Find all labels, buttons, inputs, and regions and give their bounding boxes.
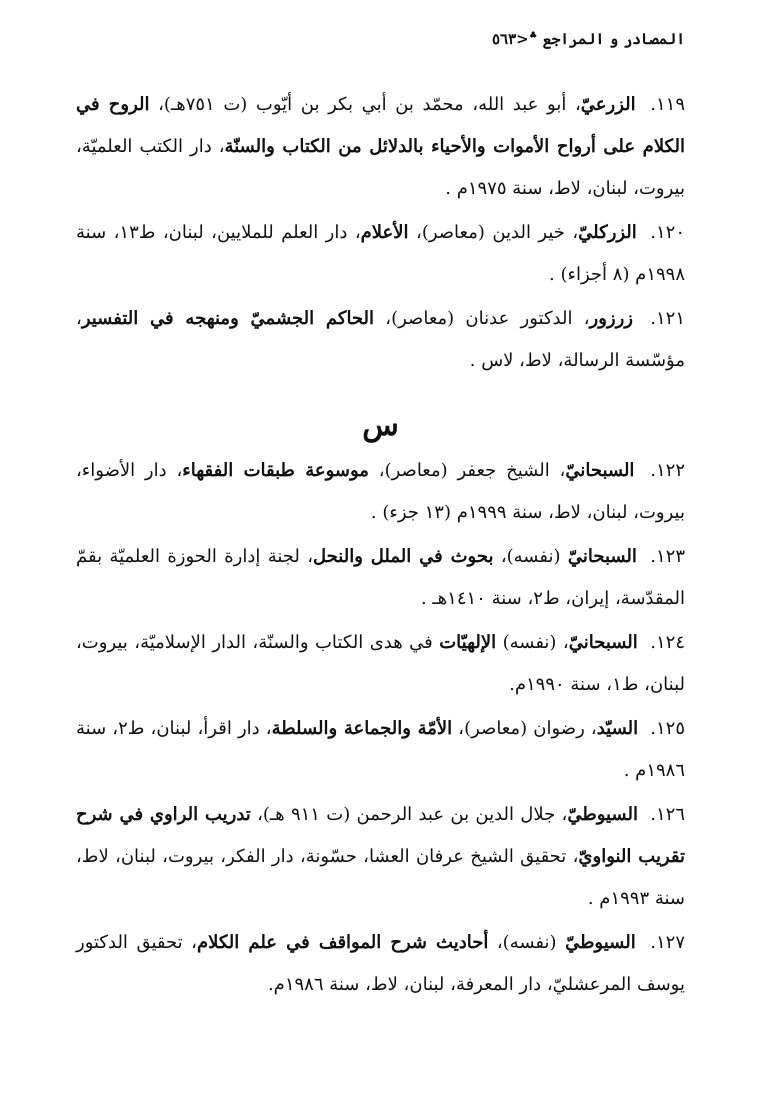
entry-publication: ، تحقيق الدكتور يوسف المرعشليّ، دار المعرفة، لبنان، لاط، سنة ١٩٨٦م. <box>76 932 685 995</box>
bibliography-entry-125 <box>76 708 685 792</box>
entry-number: ١٢٠. <box>650 222 685 243</box>
bibliography-entry-123 <box>76 536 685 620</box>
entry-publication: ، مؤسّسة الرسالة، لاط، لاس . <box>76 308 685 371</box>
entry-author-note: ، خير الدين (معاصر)، <box>408 222 579 243</box>
entry-number: ١٢٦. <box>650 804 686 825</box>
entry-author: السيوطيّ <box>567 804 638 825</box>
entry-author-note: ، (نفسه) <box>496 632 569 653</box>
entry-title: الإلهيّات <box>439 632 497 653</box>
entry-author: الزركليّ <box>578 222 637 243</box>
section-letter-heading: س <box>362 408 399 443</box>
bibliography <box>76 84 685 1008</box>
entry-title: الأمّة والجماعة والسلطة <box>271 718 453 739</box>
entry-author-note: (نفسه)، <box>488 932 566 953</box>
entry-number: ١٢١. <box>650 308 685 329</box>
entry-number: ١٢٢. <box>650 460 685 481</box>
running-title: المصادر و المراجع ؞<٥٦٣ <box>491 30 685 48</box>
entry-author: الزرعيّ <box>580 94 636 115</box>
entry-author: السبحانيّ <box>567 546 637 567</box>
entry-publication: ، دار الكتب العلميّة، بيروت، لبنان، لاط، سنة ١٩٧٥م . <box>76 136 685 199</box>
bibliography-entry-126 <box>76 794 685 920</box>
bibliography-entry-124 <box>76 622 685 706</box>
entry-author-note: ، جلال الدين بن عبد الرحمن (ت ٩١١ هـ)، <box>250 804 568 825</box>
entry-author-note: (نفسه)، <box>493 546 568 567</box>
entry-author-note: ، الدكتور عدنان (معاصر)، <box>374 308 590 329</box>
entry-publication: ، لجنة إدارة الحوزة العلميّة بقمّ المقدّسة، إيران، ط٢، سنة ١٤١٠هـ . <box>76 546 685 609</box>
entry-author-note: ، أبو عبد الله، محمّد بن أبي بكر بن أيّوب (ت ٧٥١هـ)، <box>149 94 581 115</box>
entry-author: زرزور <box>589 308 633 329</box>
entry-number: ١٢٣. <box>650 546 686 567</box>
bibliography-entry-119 <box>76 84 685 210</box>
entry-author: السيّد <box>596 718 639 739</box>
entry-author: السيوطيّ <box>565 932 636 953</box>
entry-number: ١٢٥. <box>650 718 685 739</box>
entry-title: الحاكم الجشميّ ومنهجه في التفسير <box>81 308 375 329</box>
bibliography-entry-121 <box>76 298 685 382</box>
entry-title: تدريب الراوي في شرح تقريب النواويّ <box>76 804 685 867</box>
entry-author-note: ، رضوان (معاصر)، <box>452 718 597 739</box>
entry-publication: ، دار الأضواء، بيروت، لبنان، لاط، سنة ١٩٩٩م (١٣ جزء) . <box>76 460 685 523</box>
entry-number: ١٢٤. <box>650 632 685 653</box>
bibliography-entry-127 <box>76 922 685 1006</box>
bibliography-entry-122 <box>76 450 685 534</box>
entry-author: السبحانيّ <box>568 632 638 653</box>
entry-number: ١١٩. <box>650 94 685 115</box>
entry-title: أحاديث شرح المواقف في علم الكلام <box>196 932 489 953</box>
entry-publication: ، دار اقرأ، لبنان، ط٢، سنة ١٩٨٦م . <box>76 718 685 781</box>
entry-title: الروح في الكلام على أرواح الأموات والأحياء بالدلائل من الكتاب والسنّة <box>76 94 685 157</box>
entry-publication: ، دار العلم للملايين، لبنان، ط١٣، سنة ١٩٩٨م (٨ أجزاء) . <box>76 222 685 285</box>
running-header <box>78 30 685 48</box>
entry-title: موسوعة طبقات الفقهاء <box>182 460 369 481</box>
entry-author: السبحانيّ <box>565 460 635 481</box>
entry-author-note: ، الشيخ جعفر (معاصر)، <box>368 460 566 481</box>
entry-publication: ، تحقيق الشيخ عرفان العشا، حسّونة، دار الفكر، بيروت، لبنان، لاط، سنة ١٩٩٣م . <box>76 846 685 909</box>
entry-number: ١٢٧. <box>650 932 685 953</box>
entry-publication: في هدى الكتاب والسنّة، الدار الإسلاميّة، بيروت، لبنان، ط١، سنة ١٩٩٠م. <box>76 632 685 695</box>
entry-title: الأعلام <box>360 222 409 243</box>
bibliography-entry-120 <box>76 212 685 296</box>
entry-title: بحوث في الملل والنحل <box>313 546 494 567</box>
